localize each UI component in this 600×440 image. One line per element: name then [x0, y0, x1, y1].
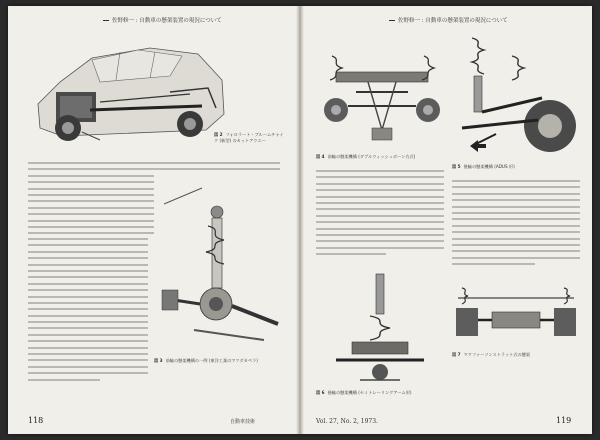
figure-7-caption: 図 7 マクファーソンストラット式の懸架 — [452, 352, 531, 357]
right-body-text-left — [316, 170, 444, 259]
figure-front-suspension — [154, 174, 286, 352]
figure-macpherson-strut — [452, 268, 580, 348]
issue-footer: Vol. 27, No. 2, 1973. — [316, 418, 378, 425]
figure-3-caption: 図 3 前輪の懸架機構の一例 (東洋工業のマツダカペラ) — [154, 358, 258, 363]
left-body-text-column — [28, 238, 148, 385]
book-spread — [8, 6, 592, 434]
left-footer: 自動車技術 — [230, 419, 256, 425]
right-body-text-right — [452, 180, 580, 269]
right-running-header: 佐野修一 : 自動車の懸架装置の現況について — [386, 16, 508, 24]
right-page-number: 119 — [556, 416, 572, 425]
figure-2-caption: 図 2 フォロラート・ブルームチャイク (新型) のカットアウエー — [214, 132, 284, 143]
figure-car-cutaway — [30, 32, 230, 150]
left-running-header: 佐野修一 : 自動車の懸架装置の現況について — [100, 16, 222, 24]
figure-5-caption: 図 5 後輪の懸架機構 (ADUS 形) — [452, 164, 515, 169]
figure-semi-trailing-arm — [316, 268, 444, 388]
figure-6-caption: 図 6 後輪の懸架機構 (セミトレーリングアーム形) — [316, 390, 412, 395]
figure-double-wishbone — [316, 30, 448, 150]
figure-rear-coil-wheel — [452, 28, 578, 160]
left-page — [8, 6, 298, 434]
left-page-number: 118 — [28, 416, 44, 425]
right-page — [302, 6, 592, 434]
figure-4-caption: 図 4 前輪の懸架機構 (ダブルウィッシュボーン方式) — [316, 154, 416, 159]
